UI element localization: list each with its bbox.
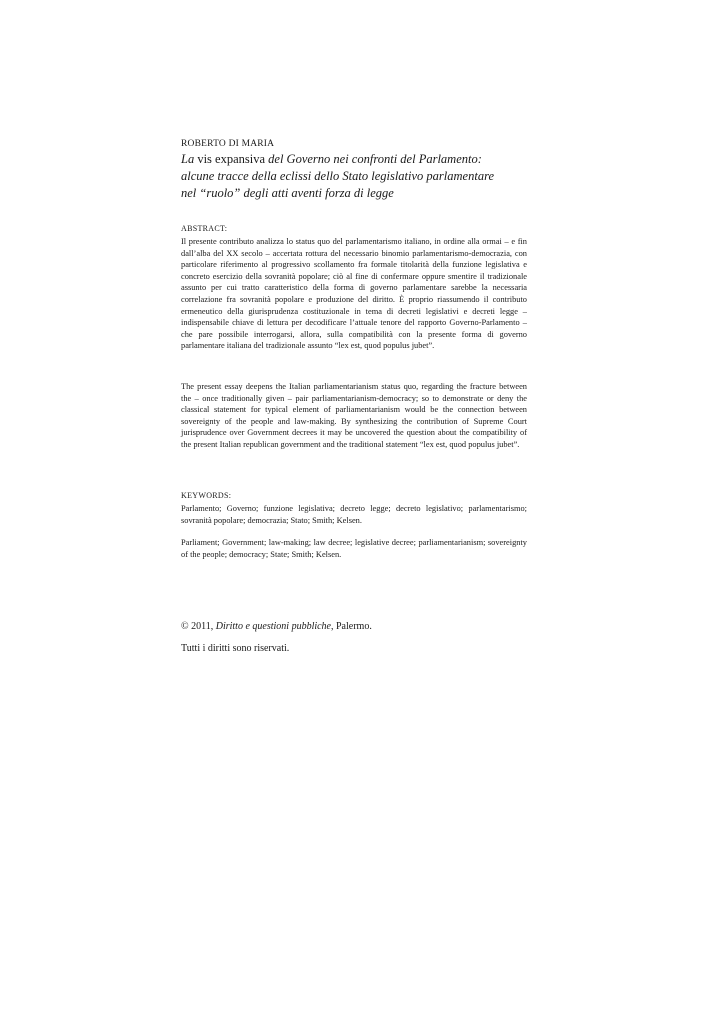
copyright-notice: © 2011, Diritto e questioni pubbliche, Palermo.: [181, 621, 372, 632]
keywords-heading: KEYWORDS:: [181, 491, 232, 500]
title-line-1: [181, 151, 527, 168]
title-roman-vis-expansiva: vis expansiva: [194, 152, 269, 166]
title-italic-rest: del Governo nei confronti del Parlamento:: [268, 152, 482, 166]
author-name: ROBERTO DI MARIA: [181, 139, 275, 149]
abstract-italian: Il presente contributo analizza lo status quo del parlamentarismo italiano, in ordine alla ormai – e fin dall’alba del XX secolo – accertata rottura del necessario binomio parlamentarismo-democrazia, con particolare riferimento al progressivo scollamento fra formale titolarità della funzione legislativa e concreto esercizio della sovranità popolare; ciò al fine di confermare oppure smentire il tradizionale assunto per cui tratto caratteristico della forma di governo parlamentare sarebbe la necessaria correlazione fra sovranità popolare e produzione del diritto. È proprio riassumendo il contributo ermeneutico della giurisprudenza costituzionale in tema di decreti legislativi e decreti legge – indispensabile chiave di lettura per decodificare l’attuale tenore del rapporto Governo-Parlamento – che pare possibile interrogarsi, allora, sulla compatibilità con la presente forma di governo parlamentare italiana del tradizionale assunto “lex est, quod populus jubet”.: [181, 237, 527, 351]
keywords-italian: Parlamento; Governo; funzione legislativa; decreto legge; decreto legislativo; parlamentarismo; sovranità popolare; democrazia; Stato; Smith; Kelsen.: [181, 504, 527, 525]
abstract-heading: ABSTRACT:: [181, 224, 228, 233]
journal-name: Diritto e questioni pubbliche: [215, 621, 331, 632]
rights-reserved: Tutti i diritti sono riservati.: [181, 643, 290, 654]
title-line-3: nel “ruolo” degli atti aventi forza di legge: [181, 186, 394, 200]
article-title: [181, 151, 527, 202]
keywords-english: Parliament; Government; law-making; law decree; legislative decree; parliamentarianism; sovereignty of the people; democracy; State; Smith; Kelsen.: [181, 538, 527, 559]
title-line-2: alcune tracce della eclissi dello Stato legislativo parlamentare: [181, 169, 495, 183]
title-italic-la: La: [181, 152, 195, 166]
abstract-english: The present essay deepens the Italian parliamentarianism status quo, regarding the fracture between the – once traditionally given – pair parliamentarianism-democracy; so to demonstrate or deny the classical statement for typical element of parliamentarianism would be the connection between sovereignty of the people and law-making. By synthesizing the contribution of Supreme Court jurisprudence over Government decrees it may be uncovered the question about the compatibility of the present Italian republican government and the traditional statement “lex est, quod populus jubet”.: [181, 382, 527, 449]
